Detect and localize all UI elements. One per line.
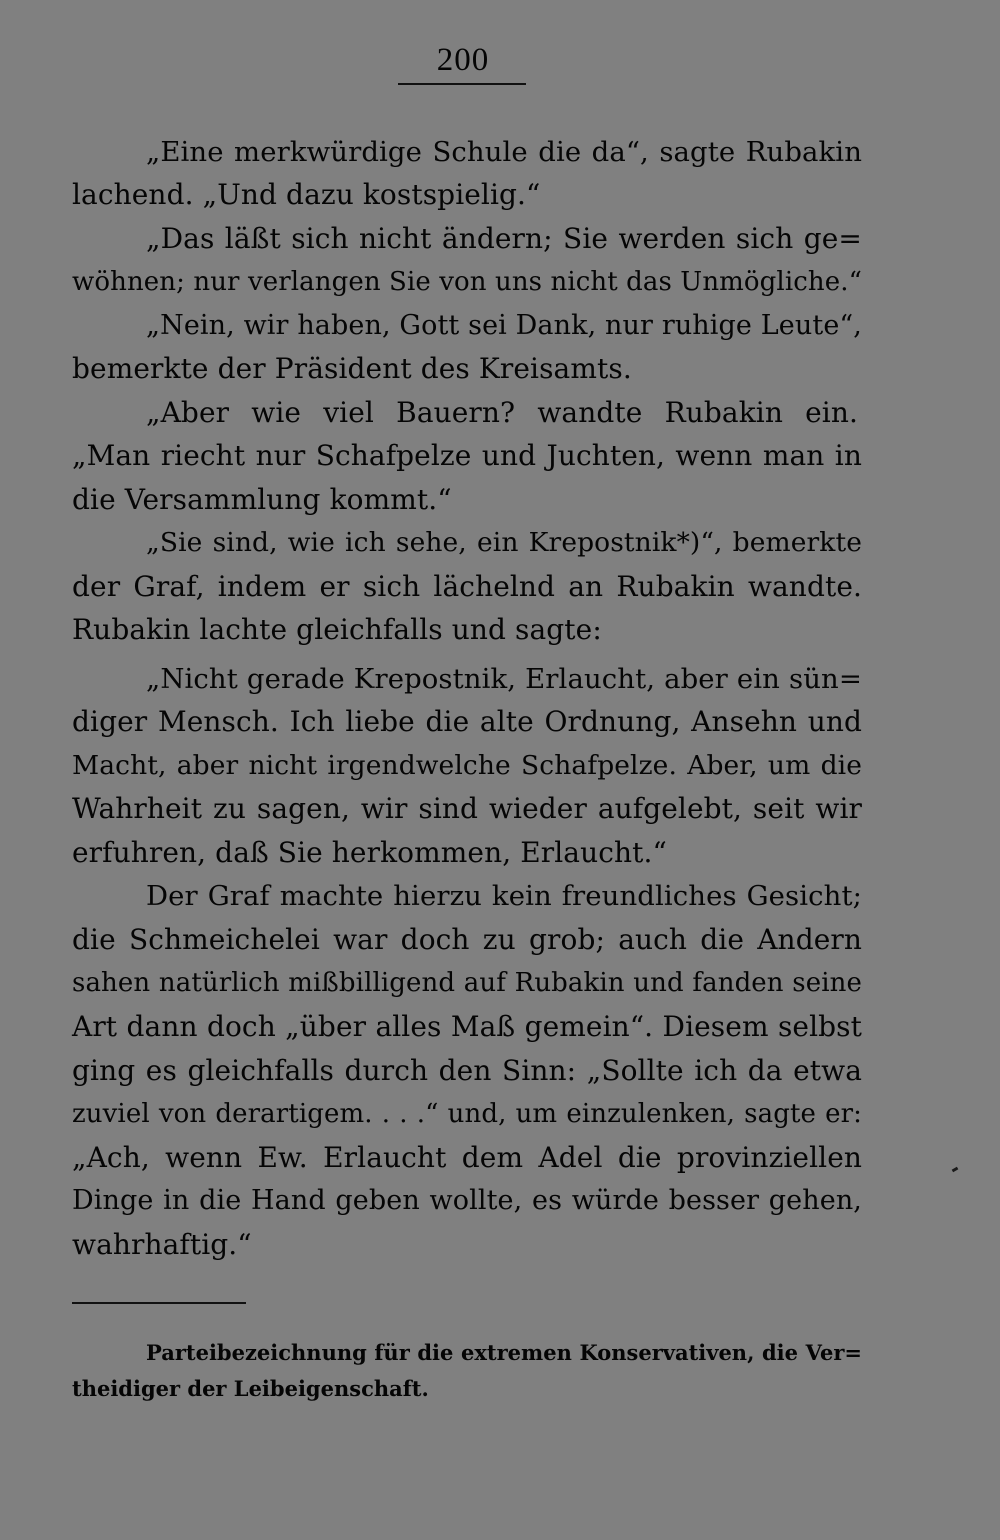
text-line: „Sie sind, wie ich sehe, ein Krepostnik*)“, bemerkte [146, 527, 862, 558]
text-line: Der Graf machte hierzu kein freundliches Gesicht; [146, 880, 862, 912]
footnote-line: theidiger der Leibeigenschaft. [72, 1376, 429, 1401]
text-line: Dinge in die Hand geben wollte, es würde besser gehen, [72, 1185, 862, 1216]
text-line: „Aber wie viel Bauern? wandte Rubakin ein. [146, 396, 858, 429]
footnote-line: Parteibezeichnung für die extremen Konservativen, die Ver= [146, 1340, 862, 1365]
footnote-rule [72, 1302, 246, 1304]
text-line: „Nein, wir haben, Gott sei Dank, nur ruhige Leute“, [146, 310, 862, 341]
text-line: bemerkte der Präsident des Kreisamts. [72, 352, 632, 385]
page-number: 200 [436, 42, 490, 78]
text-line: Art dann doch „über alles Maß gemein“. Diesem selbst [72, 1010, 862, 1043]
text-line: „Eine merkwürdige Schule die da“, sagte Rubakin [146, 136, 862, 168]
text-line: ging es gleichfalls durch den Sinn: „Sollte ich da etwa [72, 1054, 862, 1087]
text-line: sahen natürlich mißbilligend auf Rubakin und fanden seine [72, 968, 862, 998]
text-line: Rubakin lachte gleichfalls und sagte: [72, 613, 602, 646]
text-line: Macht, aber nicht irgendwelche Schafpelze. Aber, um die [72, 750, 862, 781]
text-line: diger Mensch. Ich liebe die alte Ordnung, Ansehn und [72, 705, 862, 738]
text-line: die Schmeichelei war doch zu grob; auch die Andern [72, 923, 862, 956]
text-line: „Das läßt sich nicht ändern; Sie werden sich ge= [146, 222, 862, 255]
text-line: der Graf, indem er sich lächelnd an Rubakin wandte. [72, 570, 862, 603]
text-line: wöhnen; nur verlangen Sie von uns nicht das Unmögliche.“ [72, 267, 862, 297]
text-line: „Nicht gerade Krepostnik, Erlaucht, aber ein sün= [146, 663, 862, 695]
text-line: die Versammlung kommt.“ [72, 483, 452, 516]
text-line: „Man riecht nur Schafpelze und Juchten, wenn man in [72, 439, 862, 472]
text-line: zuviel von derartigem. . . .“ und, um einzulenken, sagte er: [72, 1099, 862, 1129]
print-speck [952, 1167, 959, 1173]
text-line: erfuhren, daß Sie herkommen, Erlaucht.“ [72, 836, 667, 869]
page-number-rule [398, 83, 526, 85]
text-line: „Ach, wenn Ew. Erlaucht dem Adel die provinziellen [72, 1141, 862, 1174]
text-line: lachend. „Und dazu kostspielig.“ [72, 178, 541, 211]
text-line: Wahrheit zu sagen, wir sind wieder aufgelebt, seit wir [72, 792, 862, 825]
text-line: wahrhaftig.“ [72, 1228, 252, 1261]
